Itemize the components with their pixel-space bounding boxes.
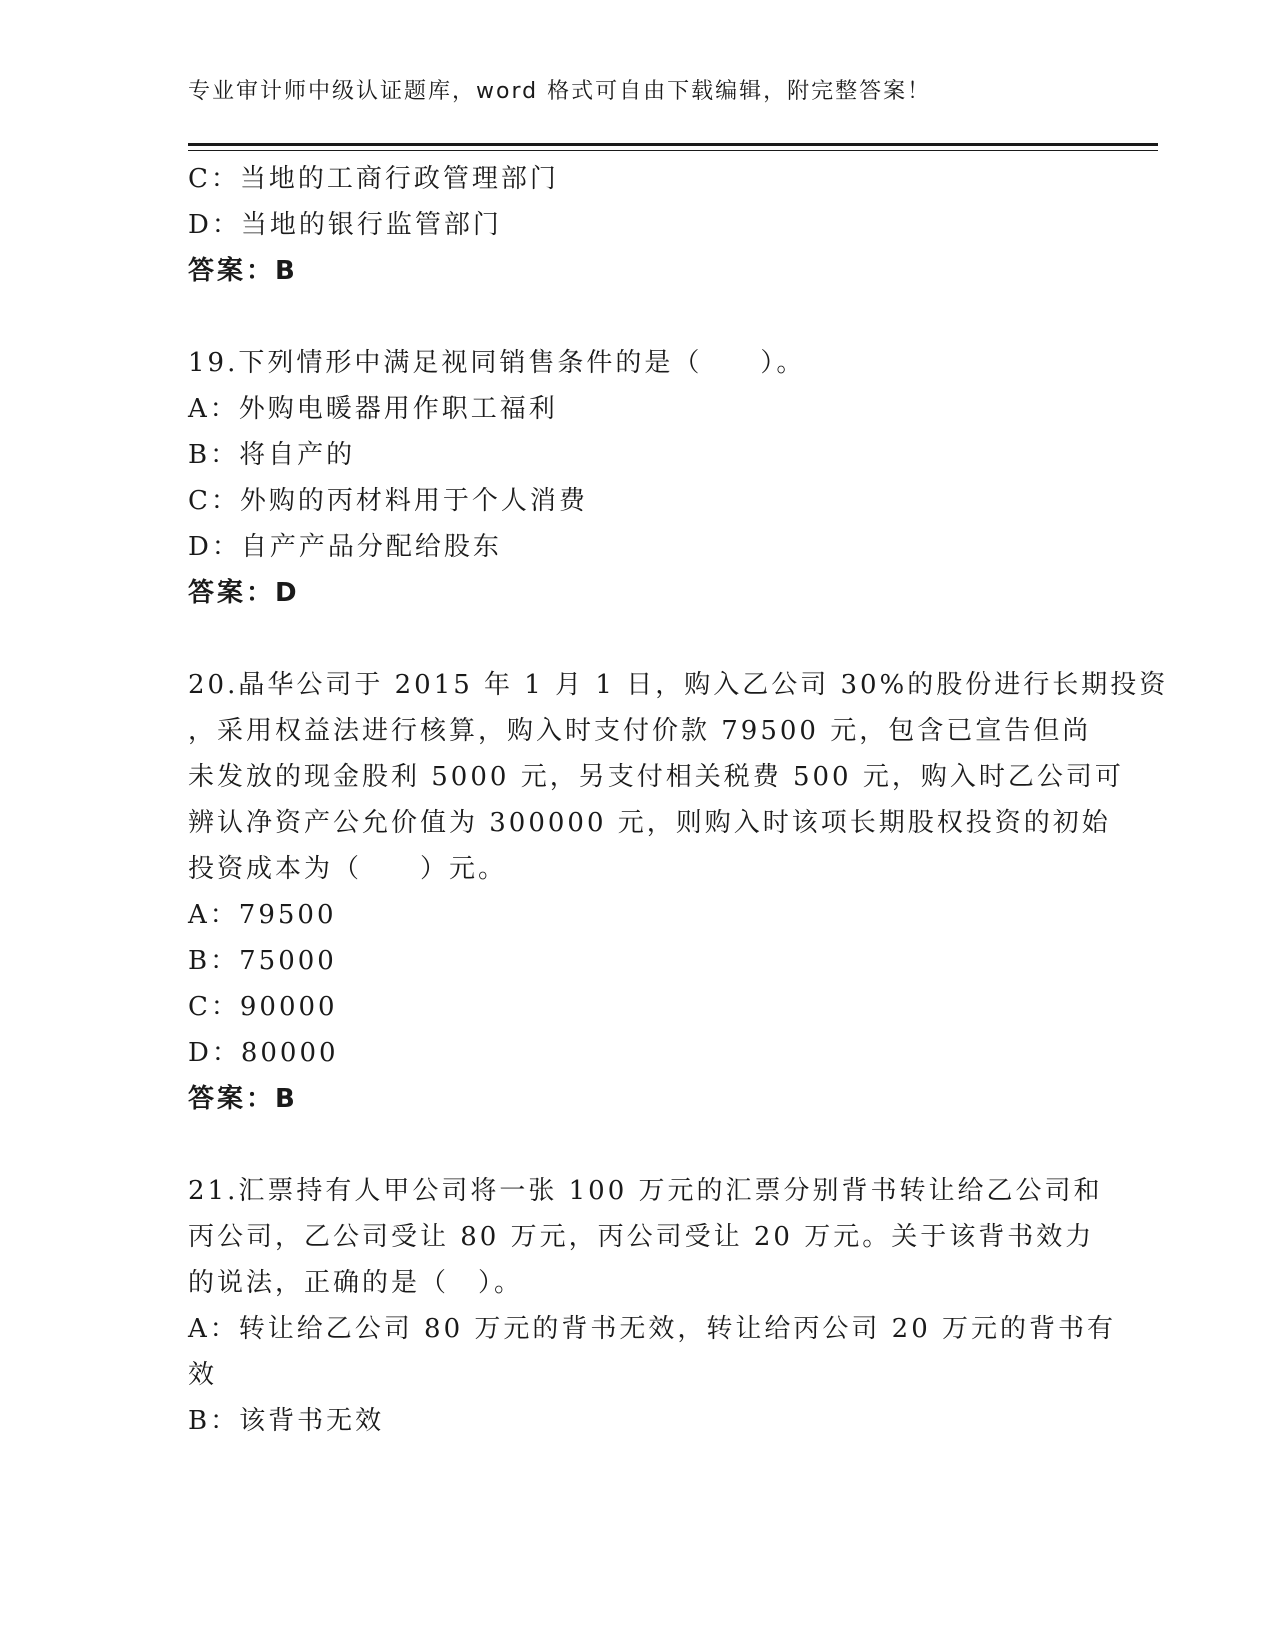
- option-c: C：当地的工商行政管理部门: [188, 164, 559, 194]
- header-rule-thick: [188, 143, 1158, 146]
- option-c: C：90000: [188, 992, 338, 1022]
- question-stem: 19.下列情形中满足视同销售条件的是（ ）。: [188, 348, 806, 378]
- question-stem-line: 辨认净资产公允价值为 300000 元，则购入时该项长期股权投资的初始: [188, 808, 1111, 838]
- option-a: A：转让给乙公司 80 万元的背书无效，转让给丙公司 20 万元的背书有: [188, 1314, 1117, 1344]
- question-stem-line: 的说法，正确的是（ ）。: [188, 1268, 524, 1298]
- answer: 答案：B: [188, 256, 298, 286]
- question-stem-line: 20.晶华公司于 2015 年 1 月 1 日，购入乙公司 30%的股份进行长期投资: [188, 670, 1169, 700]
- question-stem-line: 21.汇票持有人甲公司将一张 100 万元的汇票分别背书转让给乙公司和: [188, 1176, 1103, 1206]
- question-stem-line: 未发放的现金股利 5000 元，另支付相关税费 500 元，购入时乙公司可: [188, 762, 1124, 792]
- option-a: A：79500: [188, 900, 337, 930]
- question-stem-line: 投资成本为（ ）元。: [188, 854, 508, 884]
- option-b: B：75000: [188, 946, 337, 976]
- option-b: B：该背书无效: [188, 1406, 385, 1436]
- question-stem-line: ，采用权益法进行核算，购入时支付价款 79500 元，包含已宣告但尚: [188, 716, 1092, 746]
- question-content: [188, 156, 1169, 1444]
- question-19: [188, 340, 1088, 616]
- page-header: 专业审计师中级认证题库，word 格式可自由下载编辑，附完整答案！: [188, 79, 932, 104]
- question-21: [188, 1168, 1117, 1444]
- option-a-continued: 效: [188, 1360, 218, 1390]
- option-c: C：外购的丙材料用于个人消费: [188, 486, 588, 516]
- option-d: D：80000: [188, 1038, 339, 1068]
- answer: 答案：D: [188, 578, 300, 608]
- option-d: D：自产产品分配给股东: [188, 532, 502, 562]
- header-rule-thin: [188, 150, 1158, 151]
- option-a: A：外购电暖器用作职工福利: [188, 394, 558, 424]
- question-stem-line: 丙公司，乙公司受让 80 万元，丙公司受让 20 万元。关于该背书效力: [188, 1222, 1095, 1252]
- question-20: [188, 662, 1169, 1122]
- question-18-tail: [188, 156, 1088, 294]
- option-b: B：将自产的: [188, 440, 356, 470]
- answer: 答案：B: [188, 1084, 298, 1114]
- option-d: D：当地的银行监管部门: [188, 210, 502, 240]
